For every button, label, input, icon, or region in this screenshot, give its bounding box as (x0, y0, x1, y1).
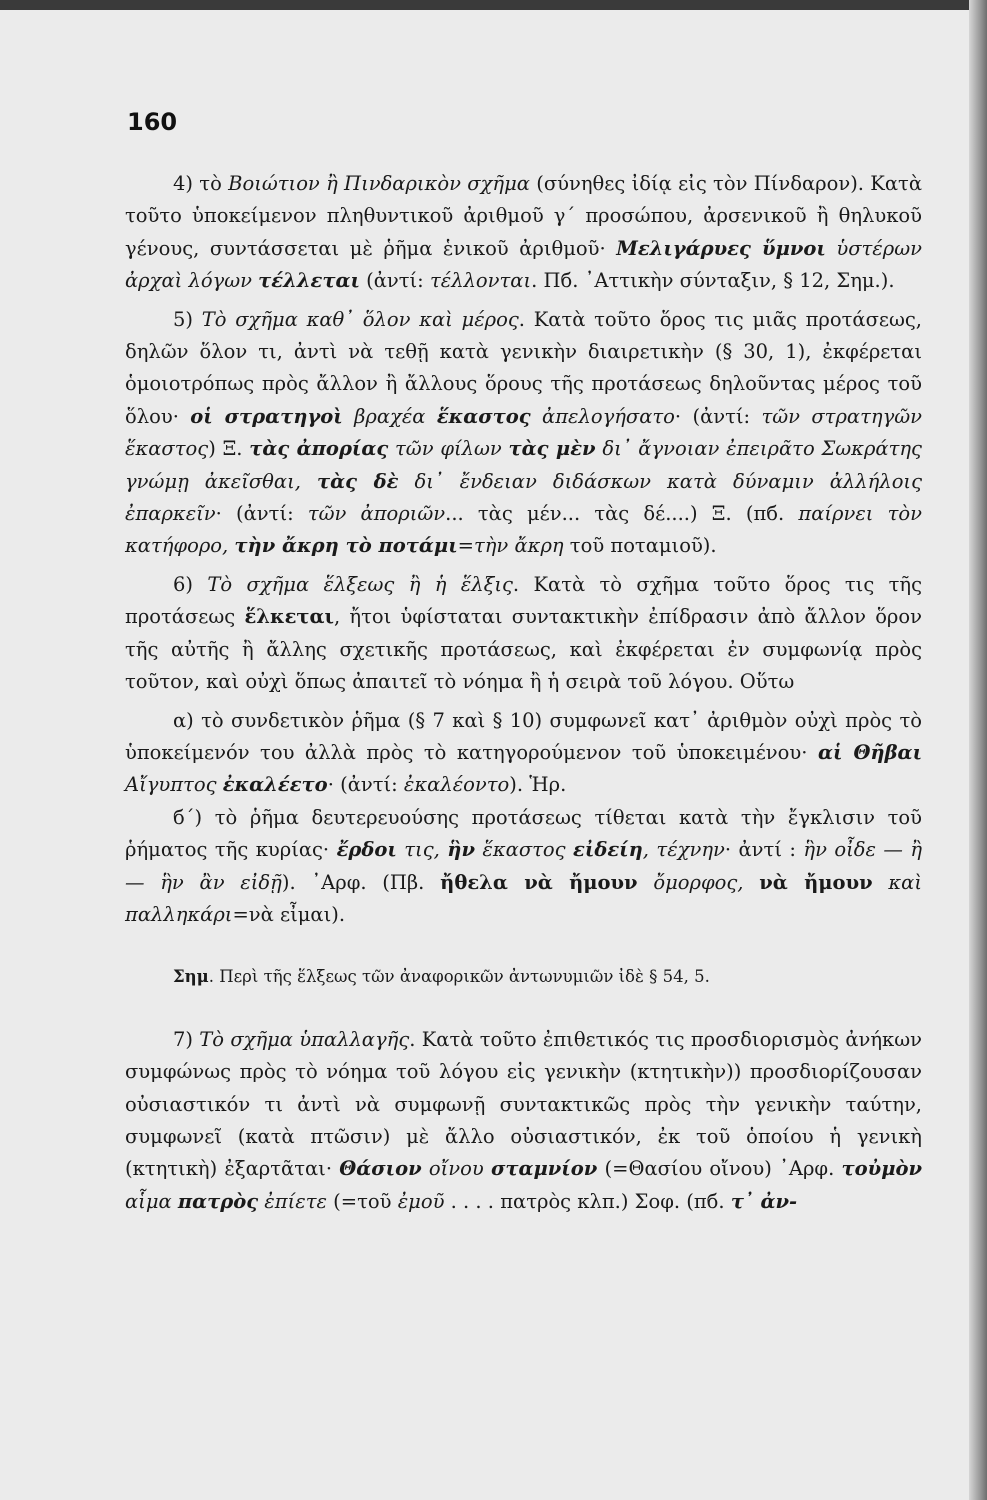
text-run: ἣν οἶδε — ἢ — ἣν ἂν εἰδῇ (125, 838, 923, 894)
text-run: =τὴν ἄκρη (457, 534, 564, 558)
text-run: τὰς ἀπορίας (249, 437, 389, 461)
text-run: καὶ παλληκάρι (125, 870, 922, 926)
text-run: ἀπελογήσατο (530, 404, 675, 428)
text-run: . Κατὰ τοῦτο ὅρος τις μιᾶς προτάσεως, δηλῶν ὅλον τι, ἀντὶ νὰ τεθῇ κατὰ γενικὴν διαιρετικὴν (§ 30, 1), ἐκφέρεται ὁμοιοτρόπως πρὸς ἄλλον ἢ ἄλλους ὅρους τῆς προτάσεως δηλοῦντας μέρος τοῦ ὅλου· (125, 307, 922, 428)
text-run: ). Ἡρ. (509, 773, 567, 797)
text-run: · (ἀντί: (327, 773, 404, 797)
text-run: τοῦ ποταμιοῦ). (563, 534, 717, 558)
paragraph-attraction-b (125, 802, 922, 932)
paragraph-attraction-a (125, 705, 922, 802)
text-run: τὰς δὲ (316, 469, 399, 493)
text-run: τέλλεται (258, 269, 360, 293)
text-run: παίρνει τὸν κατήφορο, (125, 502, 922, 558)
text-run: ἕλκεται (244, 605, 334, 629)
text-run: ἐκαλέοντο (403, 773, 510, 797)
text-run: εἰδείη (573, 838, 643, 862)
paragraph-whole-and-part (125, 304, 922, 563)
text-run: Αἴγυπτος (125, 773, 223, 797)
text-run: Θάσιον (339, 1157, 422, 1181)
text-run: αἷμα (125, 1189, 178, 1213)
text-run: τέλλονται (429, 269, 532, 293)
text-run: ἐπίετε (258, 1189, 327, 1213)
text-run: ) Ξ. (208, 437, 250, 461)
text-run: (σύνηθες ἰδίᾳ εἰς τὸν Πίνδαρον). Κατὰ τοῦτο ὑποκείμενον πληθυντικοῦ ἀριθμοῦ γ΄ προσώπου, ἀρσενικοῦ ἢ θηλυκοῦ γένους, συντάσσεται μὲ ῥῆμα ἑνικοῦ ἀριθμοῦ· (125, 172, 922, 260)
text-run: τῶν ἀποριῶν (307, 502, 446, 526)
page-number: 160 (127, 108, 178, 136)
text-run: τῶν φίλων (388, 437, 509, 461)
text-run: τοὐμὸν (841, 1157, 922, 1181)
text-run: νὰ ἤμουν (759, 870, 873, 894)
text-run: βραχέα (342, 404, 437, 428)
scan-edge-right (969, 0, 987, 1500)
text-run: αἱ Θῆβαι (817, 740, 922, 764)
paragraph-bowtian-figure (125, 168, 922, 298)
scan-edge-top (0, 0, 987, 10)
text-run: πατρὸς (177, 1189, 259, 1213)
text-run: τ᾿ ἀν- (730, 1189, 798, 1213)
text-run: ἔρδοι (336, 838, 397, 862)
text-run: Τὸ σχῆμα ὑπαλλαγῆς (199, 1027, 410, 1051)
text-run: οἴνου (421, 1157, 491, 1181)
text-run: 7) (173, 1027, 200, 1051)
note-paragraph (125, 961, 922, 993)
text-run: 5) (173, 307, 202, 331)
text-run: δι᾿ ἄγνοιαν ἐπειρᾶτο Σωκράτης γνώμῃ ἀκεῖσθαι, (125, 437, 922, 493)
text-run: . Κατὰ τοῦτο ἐπιθετικός τις προσδιορισμὸς ἀνήκων συμφώνως πρὸς τὸ νόημα τοῦ λόγου εἰς γενικὴν (κτητικὴν)) προσδιορίζουσαν οὐσιαστικόν τι ἀντὶ νὰ συμφωνῇ συντακτικῶς πρὸς τὴν γενικὴν ταύτην, συμφωνεῖ (κατὰ πτῶσιν) μὲ ἄλλο οὐσιαστικόν, ἐκ τοῦ ὁποίου ἡ γενικὴ (κτητικὴ) ἐξαρτᾶται· (125, 1027, 922, 1181)
text-run: τὴν ἄκρη τὸ ποτάμι (234, 534, 458, 558)
text-run: τὰς μὲν (508, 437, 596, 461)
paragraph-hypallage (125, 1024, 922, 1218)
text-run: Βοιώτιον ἢ Πινδαρικὸν σχῆμα (228, 172, 530, 195)
text-run: ὑστέρων ἀρχαὶ λόγων (125, 236, 922, 293)
text-run: 6) (173, 572, 208, 596)
text-run: Σημ (173, 967, 209, 987)
text-run: ἕκαστος (474, 838, 574, 862)
text-run: . Κατὰ τὸ σχῆμα τοῦτο ὅρος τις τῆς προτάσεως (125, 572, 922, 629)
paragraph-attraction (125, 569, 922, 699)
text-run: τις, (396, 838, 448, 862)
text-run: ). ᾿Αρφ. (Πβ. (281, 870, 441, 894)
text-run: 4) τὸ (173, 172, 229, 195)
text-run: ... τὰς μέν... τὰς δέ....) Ξ. (πб. (445, 502, 799, 526)
text-run: . Περὶ τῆς ἕλξεως τῶν ἀναφορικῶν ἀντωνυμιῶν ἰδὲ § 54, 5. (208, 967, 710, 987)
text-run: (=Θασίου οἴνου) ᾿Αρφ. (597, 1157, 842, 1181)
text-run: . . . . πατρὸς κλπ.) Σοφ. (πб. (444, 1189, 731, 1213)
text-run: ὄμορφος, (637, 870, 760, 894)
text-run: ἐκαλέετο (222, 773, 328, 797)
text-run: ἐμοῦ (397, 1189, 445, 1213)
text-run: σταμνίον (490, 1157, 598, 1181)
text-run: . Πб. ᾿Αττικὴν σύνταξιν, § 12, Σημ.). (531, 269, 895, 293)
text-run: , ἤτοι ὑφίσταται συντακτικὴν ἐπίδρασιν ἀπὸ ἄλλον ὅρον τῆς αὐτῆς ἢ ἄλλης σχετικῆς προτάσεως, καὶ ἐκφέρεται ἐν συμφωνίᾳ πρὸς τοῦτον, καὶ οὐχὶ ὅπως ἀπαιτεῖ τὸ νόημα ἢ ἡ σειρὰ τοῦ λόγου. Οὕτω (125, 605, 922, 694)
text-run: ἤθελα νὰ ἤμουν (440, 870, 638, 894)
text-run: α) τὸ συνδετικὸν ῥῆμα (§ 7 καὶ § 10) συμφωνεῖ κατ᾿ ἀριθμὸν οὐχὶ πρὸς τὸ ὑποκείμενόν του ἀλλὰ πρὸς τὸ κατηγορούμενον τοῦ ὑποκειμένου· (125, 708, 922, 764)
text-run: τῶν στρατηγῶν ἕκαστος (125, 404, 922, 461)
text-run: · ἀντί : (724, 838, 804, 862)
text-run: δι᾿ ἔνδειαν διδάσκων κατὰ δύναμιν ἀλλήλοις ἐπαρκεῖν (125, 469, 922, 526)
text-run: (=τοῦ (326, 1189, 398, 1213)
text-run: б΄) τὸ ῥῆμα δευτερευούσης προτάσεως τίθεται κατὰ τὴν ἔγκλισιν τοῦ ῥήματος τῆς κυρίας· (125, 805, 922, 862)
text-run: Μελιγάρυες ὕμνοι (616, 236, 826, 260)
text-run: , τέχνην (642, 838, 725, 862)
page-body (125, 168, 922, 1218)
text-run: (ἀντί: (359, 269, 430, 293)
text-run: · (ἀντί: (674, 404, 762, 428)
text-run: οἱ στρατηγοὶ (190, 404, 343, 428)
text-run: Τὸ σχῆμα καθ᾿ ὅλον καὶ μέρος (201, 307, 519, 331)
text-run: ἣν (447, 838, 475, 862)
text-run: ἕκαστος (436, 404, 531, 428)
text-run: · (ἀντί: (215, 502, 308, 526)
text-run: =νὰ εἶμαι). (232, 902, 346, 926)
text-run: Τὸ σχῆμα ἕλξεως ἢ ἡ ἕλξις (207, 572, 513, 596)
